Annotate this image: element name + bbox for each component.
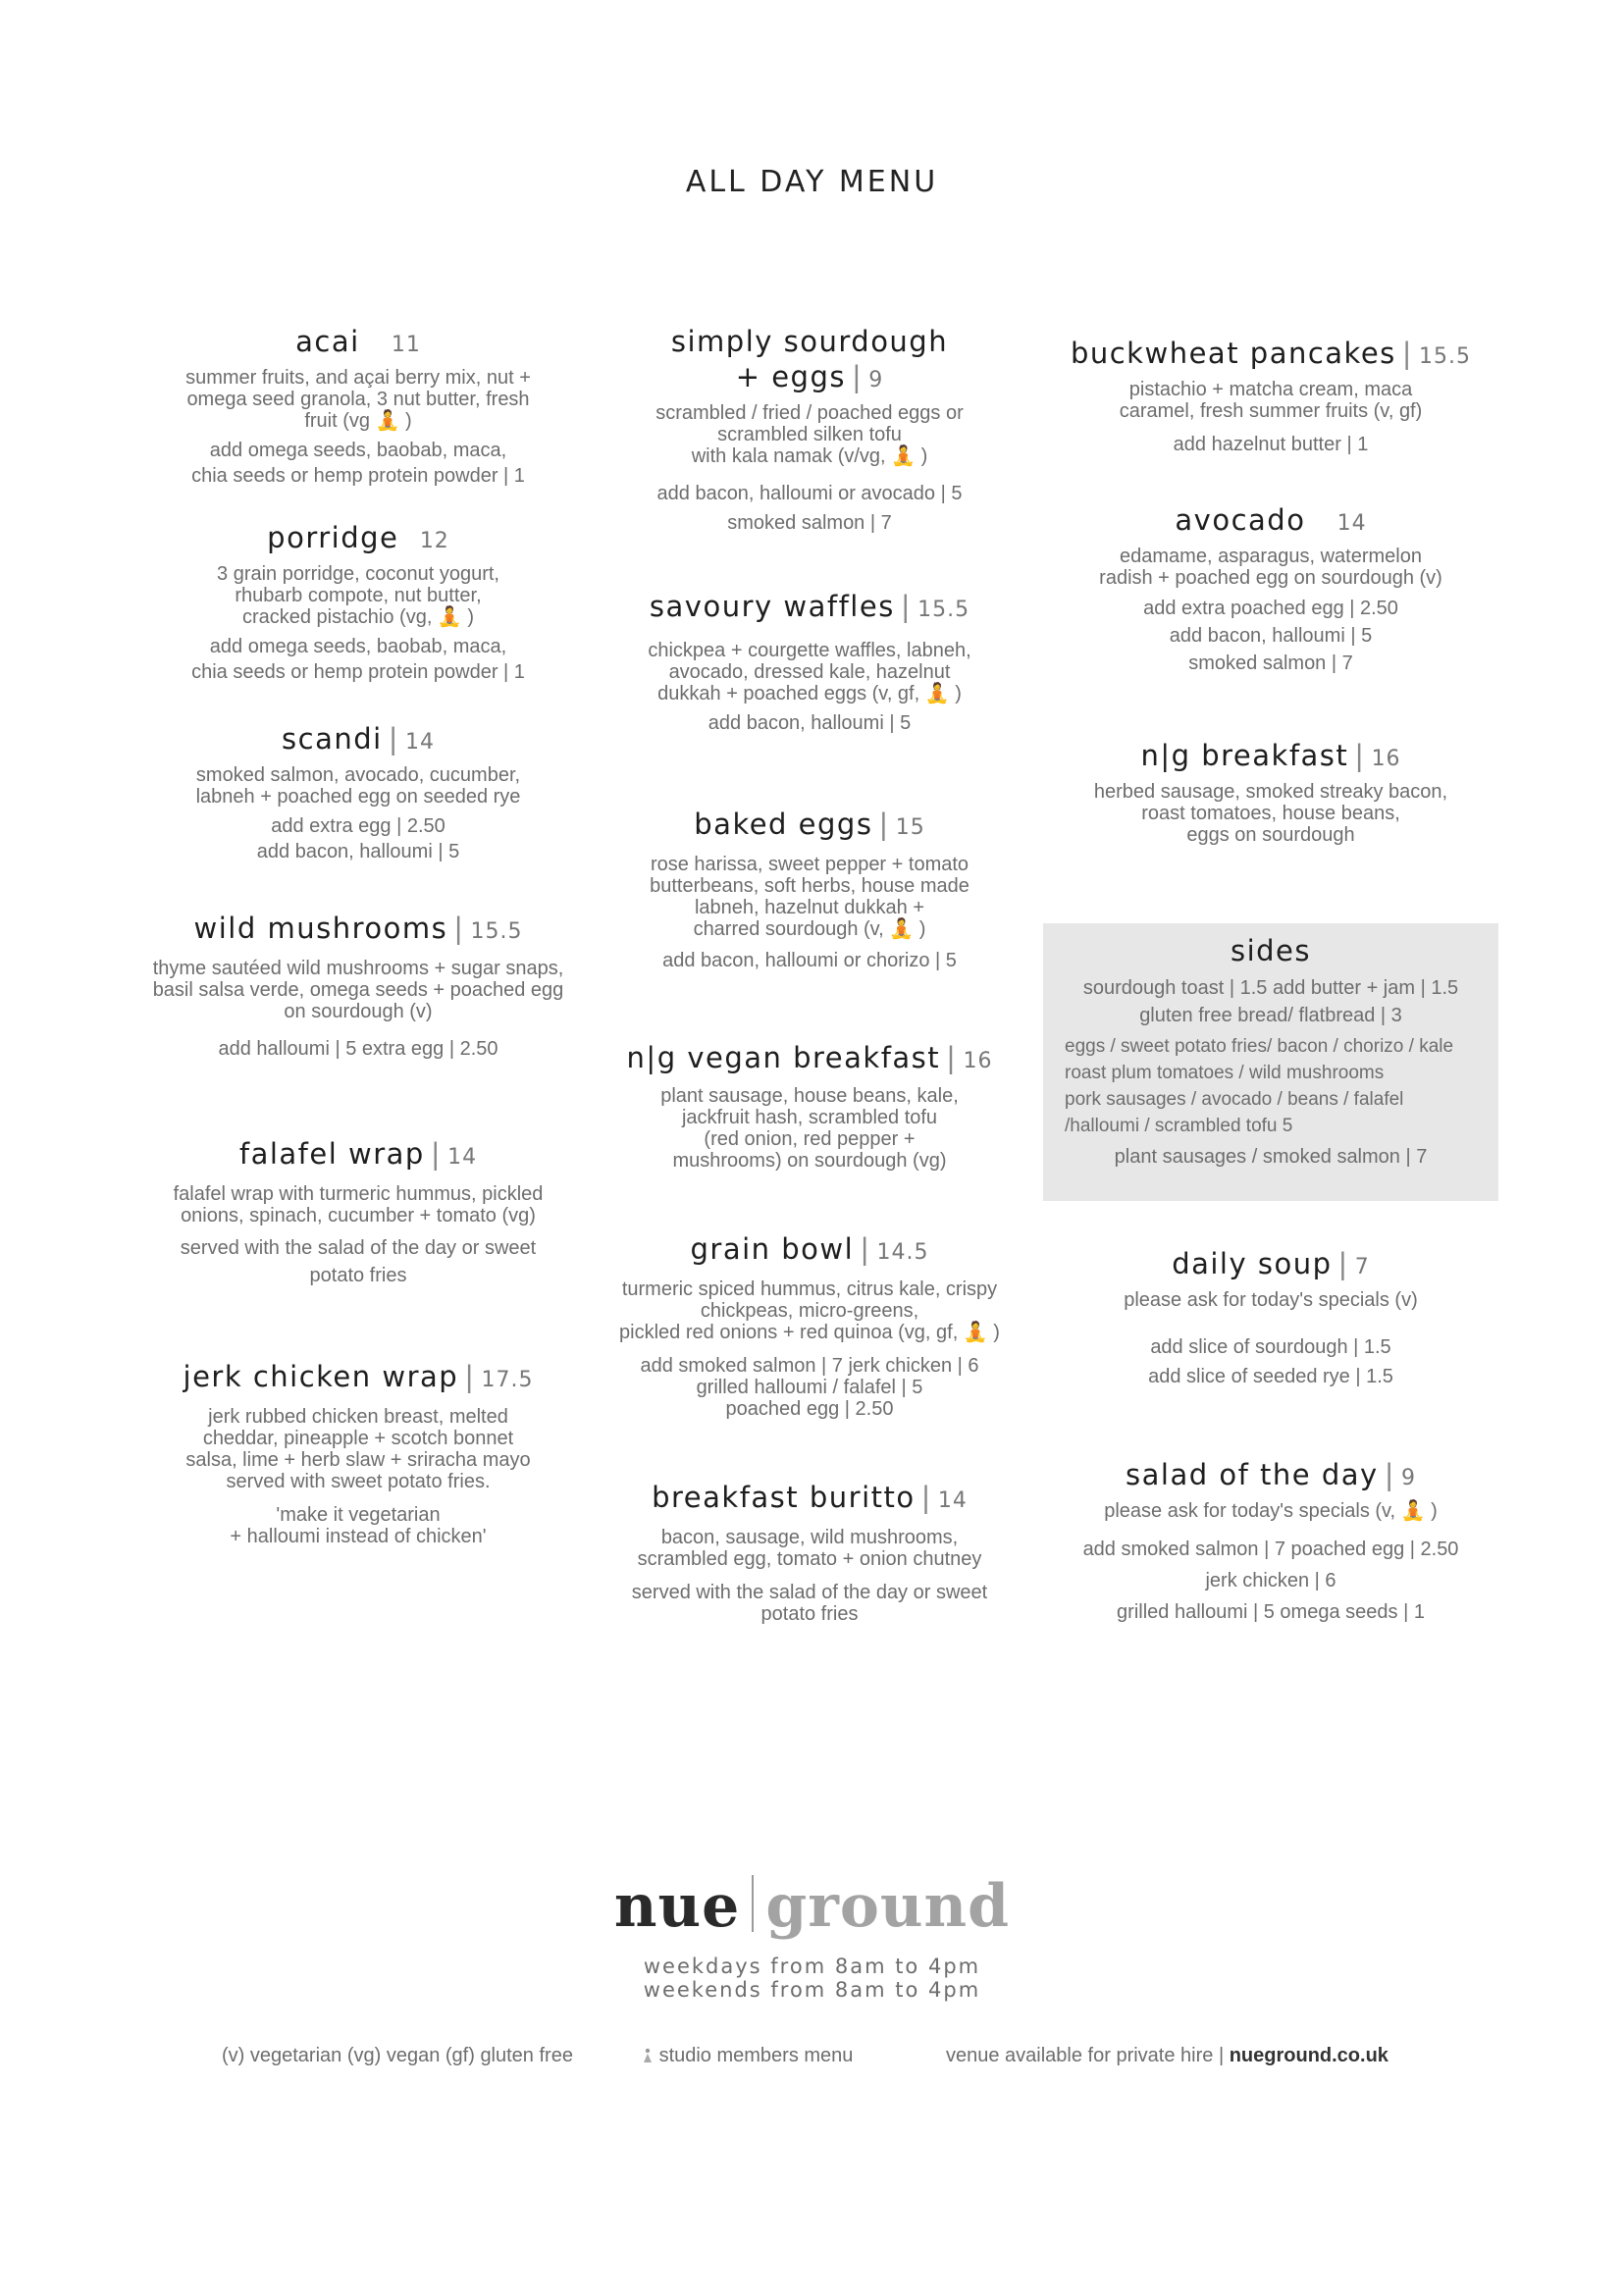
item-name: savoury waffles | 15.5 <box>649 590 970 623</box>
item-price: 15.5 <box>917 598 970 622</box>
item-description: bacon, sausage, wild mushrooms, scrambled egg, tomato + onion chutney <box>637 1527 982 1570</box>
menu-item <box>589 807 1030 973</box>
item-description: please ask for today's specials (v, 🧘 ) <box>1104 1500 1438 1522</box>
sides-line: plant sausages / smoked salmon | 7 <box>1114 1146 1428 1168</box>
sides-panel <box>1043 923 1498 1201</box>
item-description: thyme sautéed wild mushrooms + sugar snaps, basil salsa verde, omega seeds + poached egg on sourdough (v) <box>152 958 564 1022</box>
item-name: porridge 12 <box>267 521 449 554</box>
menu-item <box>589 1040 1030 1172</box>
item-name: avocado 14 <box>1175 503 1367 537</box>
menu-title: ALL DAY MENU <box>685 165 939 199</box>
menu-item <box>128 520 589 685</box>
menu-item <box>128 721 589 864</box>
venue-info: venue available for private hire | nueground.co.uk <box>946 2045 1388 2066</box>
item-addons: add extra egg | 2.50 add bacon, halloumi | 5 <box>256 815 460 862</box>
item-name: breakfast buritto | 14 <box>652 1481 968 1514</box>
item-description: smoked salmon, avocado, cucumber, labneh + poached egg on seeded rye <box>195 764 521 808</box>
item-name: n|g breakfast | 16 <box>1140 739 1401 772</box>
item-description: plant sausage, house beans, kale, jackfruit hash, scrambled tofu (red onion, red pepper + mushrooms) on sourdough (vg) <box>660 1085 959 1172</box>
menu-item <box>128 911 589 1062</box>
item-description: turmeric spiced hummus, citrus kale, crispy chickpeas, micro-greens, pickled red onions + red quinoa (vg, gf, 🧘 ) <box>619 1278 1000 1343</box>
meditation-icon <box>642 2048 654 2063</box>
item-addons: add bacon, halloumi or chorizo | 5 <box>662 950 957 971</box>
menu-item <box>589 1231 1030 1420</box>
item-addons: add halloumi | 5 extra egg | 2.50 <box>218 1038 498 1060</box>
item-description: scrambled / fried / poached eggs or scrambled silken tofu with kala namak (v/vg, 🧘 ) <box>655 402 964 467</box>
item-name: falafel wrap | 14 <box>238 1137 478 1171</box>
opening-hours: weekdays from 8am to 4pm weekends from 8am to 4pm <box>643 1955 981 2002</box>
item-description: pistachio + matcha cream, maca caramel, fresh summer fruits (v, gf) <box>1119 379 1423 422</box>
item-addons: add omega seeds, baobab, maca, chia seeds or hemp protein powder | 1 <box>191 636 525 683</box>
item-addons: add slice of sourdough | 1.5 add slice of seeded rye | 1.5 <box>1148 1336 1393 1387</box>
item-addons: add omega seeds, baobab, maca, chia seeds or hemp protein powder | 1 <box>191 440 525 487</box>
item-description: edamame, asparagus, watermelon radish + poached egg on sourdough (v) <box>1099 546 1442 589</box>
menu-item <box>1040 1457 1501 1628</box>
sides-list: eggs / sweet potato fries/ bacon / chorizo / kale roast plum tomatoes / wild mushrooms pork sausages / avocado / beans / falafel /halloumi / scrambled tofu 5 <box>1065 1036 1454 1136</box>
item-price: 14 <box>937 1488 968 1513</box>
item-addons: add bacon, halloumi | 5 <box>707 712 912 734</box>
menu-item <box>1040 1246 1501 1391</box>
item-description: please ask for today's specials (v) <box>1124 1289 1418 1311</box>
sides-title: sides <box>1230 934 1312 967</box>
item-name: n|g vegan breakfast | 16 <box>626 1041 993 1074</box>
item-name: wild mushrooms | 15.5 <box>193 912 523 945</box>
item-price: 11 <box>391 333 421 357</box>
item-price: 16 <box>1371 747 1401 771</box>
item-name: grain bowl | 14.5 <box>690 1232 929 1266</box>
item-price: 17.5 <box>481 1368 534 1392</box>
sides-line: sourdough toast | 1.5 add butter + jam | 1.5 <box>1082 977 1459 999</box>
dietary-legend: (v) vegetarian (vg) vegan (gf) gluten free <box>222 2045 573 2066</box>
website-link[interactable]: nueground.co.uk <box>1229 2045 1388 2066</box>
item-price: 14 <box>404 730 435 755</box>
item-price: 14 <box>447 1145 478 1170</box>
item-name: simply sourdough + eggs | 9 <box>670 325 949 393</box>
item-description: chickpea + courgette waffles, labneh, avocado, dressed kale, hazelnut dukkah + poached eggs (v, gf, 🧘 ) <box>648 640 971 704</box>
item-price: 9 <box>868 368 884 392</box>
item-price: 7 <box>1354 1255 1370 1279</box>
item-price: 15.5 <box>470 919 523 944</box>
item-price: 14.5 <box>876 1240 929 1265</box>
menu-item <box>589 589 1030 736</box>
item-price: 14 <box>1336 511 1367 536</box>
menu-item <box>589 324 1030 538</box>
item-price: 15.5 <box>1419 344 1472 369</box>
item-description: summer fruits, and açai berry mix, nut + omega seed granola, 3 nut butter, fresh fruit (vg 🧘 ) <box>185 367 531 432</box>
item-price: 16 <box>963 1049 993 1073</box>
brand-logo: nue ground <box>613 1872 1011 1941</box>
item-addons: add extra poached egg | 2.50 add bacon, halloumi | 5 smoked salmon | 7 <box>1143 598 1398 674</box>
item-name: buckwheat pancakes | 15.5 <box>1070 337 1472 370</box>
item-addons: served with the salad of the day or sweet potato fries <box>631 1582 988 1625</box>
item-name: acai 11 <box>295 325 421 358</box>
item-addons: add smoked salmon | 7 jerk chicken | 6 grilled halloumi / falafel | 5 poached egg | 2.50 <box>640 1355 979 1420</box>
item-name: daily soup | 7 <box>1172 1247 1370 1280</box>
item-description: herbed sausage, smoked streaky bacon, roast tomatoes, house beans, eggs on sourdough <box>1093 781 1448 846</box>
item-name: jerk chicken wrap | 17.5 <box>183 1360 534 1393</box>
item-addons: served with the salad of the day or sweet potato fries <box>180 1237 537 1286</box>
studio-legend: studio members menu <box>642 2045 853 2067</box>
menu-item <box>128 1359 589 1547</box>
menu-item <box>1040 336 1501 457</box>
item-description: jerk rubbed chicken breast, melted cheddar, pineapple + scotch bonnet salsa, lime + herb slaw + sriracha mayo served with sweet potato fries. <box>185 1406 531 1492</box>
item-description: falafel wrap with turmeric hummus, pickled onions, spinach, cucumber + tomato (vg) <box>173 1183 544 1226</box>
item-name: baked eggs | 15 <box>694 808 925 841</box>
menu-item <box>1040 502 1501 677</box>
item-addons: add bacon, halloumi or avocado | 5 smoked salmon | 7 <box>656 483 963 534</box>
menu-item <box>1040 738 1501 846</box>
item-description: 3 grain porridge, coconut yogurt, rhubarb compote, nut butter, cracked pistachio (vg, 🧘 ) <box>217 563 499 628</box>
sides-line: gluten free bread/ flatbread | 3 <box>1139 1005 1402 1026</box>
item-addons: add hazelnut butter | 1 <box>1173 434 1369 455</box>
menu-item <box>128 324 589 489</box>
menu-item <box>589 1480 1030 1625</box>
item-price: 9 <box>1400 1466 1416 1490</box>
item-description: rose harissa, sweet pepper + tomato butterbeans, soft herbs, house made labneh, hazelnut dukkah + charred sourdough (v, 🧘 ) <box>650 854 969 940</box>
item-price: 12 <box>419 529 449 553</box>
item-name: salad of the day | 9 <box>1126 1458 1416 1491</box>
item-addons: add smoked salmon | 7 poached egg | 2.50 jerk chicken | 6 grilled halloumi | 5 omega seeds | 1 <box>1082 1539 1459 1623</box>
item-addons: 'make it vegetarian + halloumi instead of chicken' <box>230 1504 487 1547</box>
menu-item <box>128 1136 589 1289</box>
item-price: 15 <box>895 815 925 840</box>
item-name: scandi | 14 <box>282 722 435 756</box>
